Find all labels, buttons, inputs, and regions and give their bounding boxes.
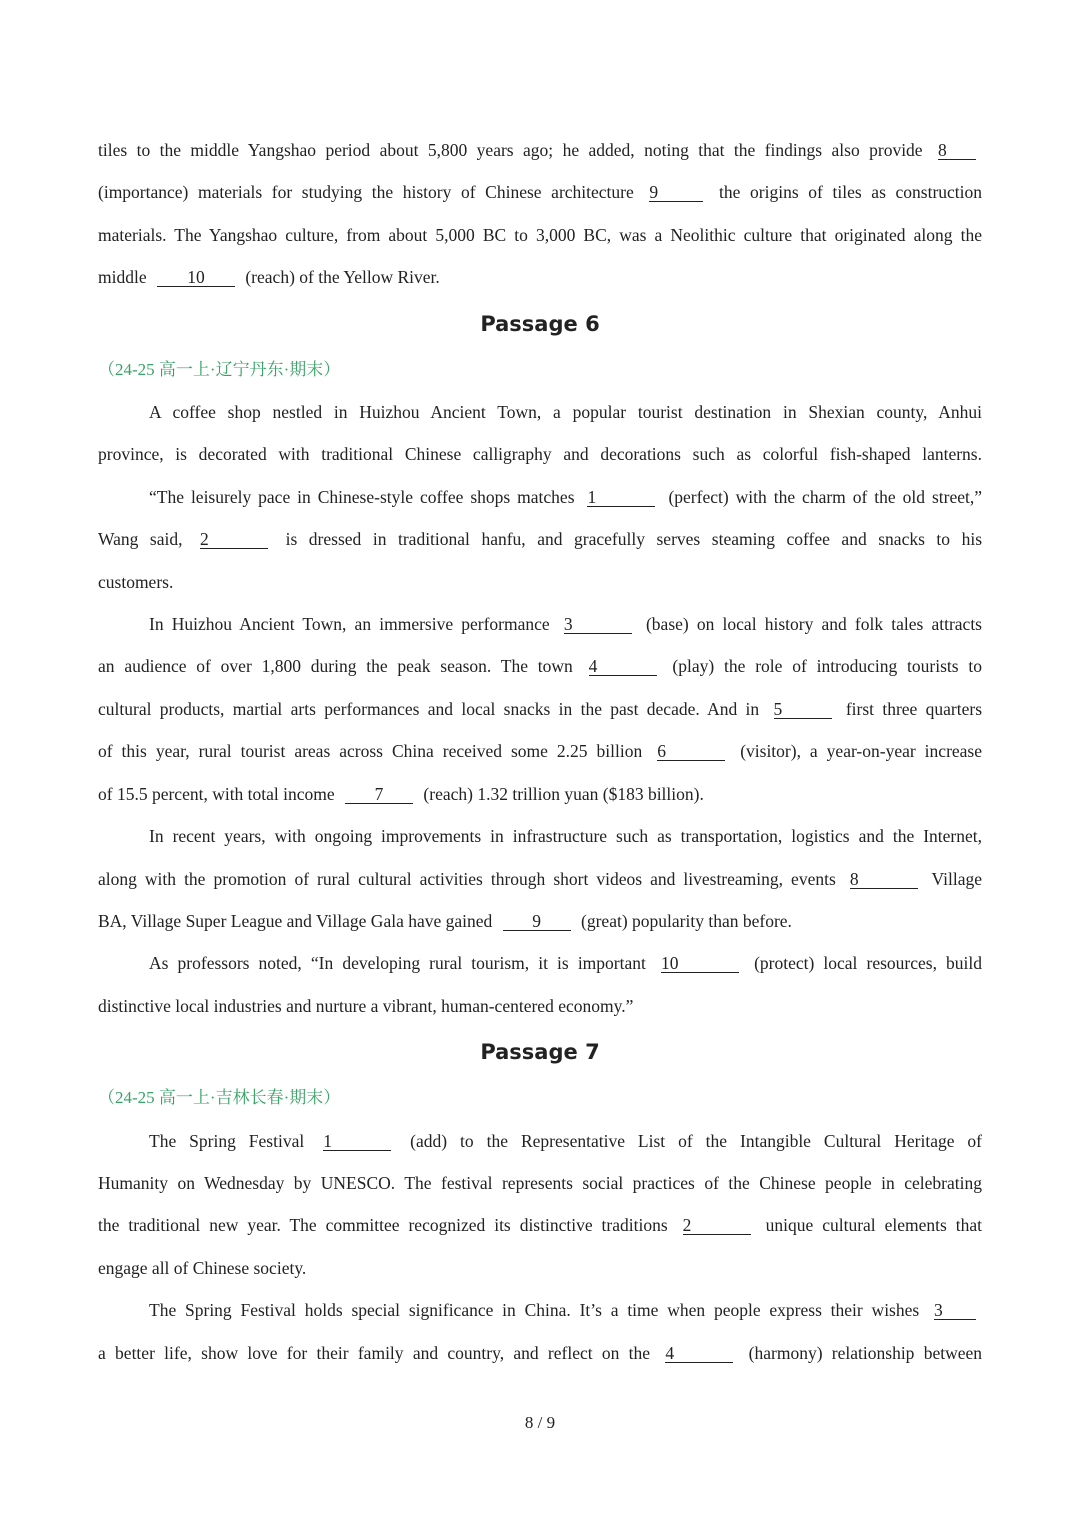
blank-10[interactable]: 10 [661, 954, 739, 973]
blank-8[interactable]: 8 [938, 141, 976, 160]
text: In Huizhou Ancient Town, an immersive performance [149, 614, 550, 635]
text: the traditional new year. The committee recognized its distinctive traditions [98, 1215, 668, 1236]
text-line [98, 476, 982, 518]
text: distinctive local industries and nurture a vibrant, human-centered economy.” [98, 995, 634, 1016]
text: “The leisurely pace in Chinese-style coffee shops matches [149, 486, 575, 507]
text: of this year, rural tourist areas across China received some 2.25 billion [98, 741, 643, 762]
blank-3[interactable]: 3 [564, 615, 632, 634]
blank-3[interactable]: 3 [934, 1301, 976, 1320]
text-line [98, 561, 982, 603]
text: middle [98, 267, 147, 288]
blank-7[interactable]: 7 [345, 785, 413, 804]
passage-6-source: （24-25 高一上·辽宁丹东·期末） [98, 359, 341, 379]
page-number: 8 / 9 [524, 1413, 556, 1432]
text-line [98, 1289, 982, 1331]
text: unique cultural elements that [765, 1215, 983, 1236]
text: In recent years, with ongoing improvements in infrastructure such as transportation, logistics and the Internet, [149, 826, 982, 847]
text-line [98, 773, 982, 815]
text: (great) popularity than before. [581, 910, 792, 931]
text: province, is decorated with traditional Chinese calligraphy and decorations such as colorful fish-shaped lanterns. [98, 444, 982, 465]
text: (harmony) relationship between [748, 1342, 983, 1363]
text: of 15.5 percent, with total income [98, 783, 335, 804]
text-line [98, 858, 982, 900]
blank-5[interactable]: 5 [774, 700, 832, 719]
text: engage all of Chinese society. [98, 1257, 307, 1278]
text-line [98, 815, 982, 857]
text-line [98, 1204, 982, 1246]
text-line [98, 688, 982, 730]
blank-10[interactable]: 10 [157, 268, 235, 287]
text-line [98, 645, 982, 687]
text: BA, Village Super League and Village Gala have gained [98, 910, 493, 931]
text-line [98, 1120, 982, 1162]
text-line [98, 1162, 982, 1204]
text: Village [931, 868, 983, 889]
text: tiles to the middle Yangshao period about 5,800 years ago; he added, noting that the findings also provide [98, 140, 923, 160]
passage-6-title: Passage 6 [480, 311, 600, 336]
text-line [98, 518, 982, 560]
text: an audience of over 1,800 during the peak season. The town [98, 656, 573, 677]
text: The Spring Festival [149, 1130, 305, 1151]
text: Wang said, [98, 529, 183, 550]
text: (importance) materials for studying the history of Chinese architecture [98, 182, 634, 203]
text-line [98, 433, 982, 475]
blank-4[interactable]: 4 [665, 1344, 733, 1363]
text: the origins of tiles as construction [719, 182, 983, 203]
blank-1[interactable]: 1 [587, 488, 655, 507]
text-line [98, 171, 982, 213]
text: The Spring Festival holds special significance in China. It’s a time when people express their wishes [149, 1300, 920, 1321]
text: cultural products, martial arts performances and local snacks in the past decade. And in [98, 698, 760, 719]
text: (play) the role of introducing tourists to [672, 656, 983, 677]
text: customers. [98, 571, 174, 592]
text: is dressed in traditional hanfu, and gracefully serves steaming coffee and snacks to his [285, 529, 983, 550]
text-line [98, 985, 982, 1027]
blank-1[interactable]: 1 [323, 1132, 391, 1151]
text-line [98, 1247, 982, 1289]
blank-8[interactable]: 8 [850, 870, 918, 889]
text: As professors noted, “In developing rural tourism, it is important [149, 953, 646, 974]
blank-9[interactable]: 9 [649, 183, 703, 202]
text-line [98, 730, 982, 772]
text-line [98, 900, 982, 942]
text: (visitor), a year-on-year increase [740, 741, 983, 762]
blank-6[interactable]: 6 [657, 742, 725, 761]
text: (reach) of the Yellow River. [245, 267, 440, 288]
document-page [98, 129, 982, 1374]
passage-7-title: Passage 7 [480, 1040, 600, 1065]
passage-7-source: （24-25 高一上·吉林长春·期末） [98, 1088, 341, 1108]
text: (add) to the Representative List of the Intangible Cultural Heritage of [410, 1130, 983, 1151]
blank-9[interactable]: 9 [503, 912, 571, 931]
blank-4[interactable]: 4 [589, 657, 657, 676]
blank-2[interactable]: 2 [200, 530, 268, 549]
text: A coffee shop nestled in Huizhou Ancient Town, a popular tourist destination in Shexian county, Anhui [149, 402, 982, 423]
text-line [98, 391, 982, 433]
text-line [98, 129, 982, 171]
text: a better life, show love for their family and country, and reflect on the [98, 1342, 651, 1363]
blank-2[interactable]: 2 [683, 1216, 751, 1235]
text-line [98, 603, 982, 645]
text: (perfect) with the charm of the old street,” [668, 486, 982, 507]
text: along with the promotion of rural cultural activities through short videos and livestreaming, events [98, 868, 836, 889]
text-line [98, 256, 982, 298]
text: (reach) 1.32 trillion yuan ($183 billion). [423, 783, 704, 804]
text: Humanity on Wednesday by UNESCO. The festival represents social practices of the Chinese people in celebrating [98, 1172, 982, 1193]
text-line [98, 942, 982, 984]
text: (base) on local history and folk tales attracts [645, 614, 982, 635]
text: (protect) local resources, build [754, 953, 983, 974]
text-line [98, 214, 982, 256]
text: materials. The Yangshao culture, from about 5,000 BC to 3,000 BC, was a Neolithic culture that originated along the [98, 224, 982, 245]
text: first three quarters [845, 698, 982, 719]
text-line [98, 1332, 982, 1374]
